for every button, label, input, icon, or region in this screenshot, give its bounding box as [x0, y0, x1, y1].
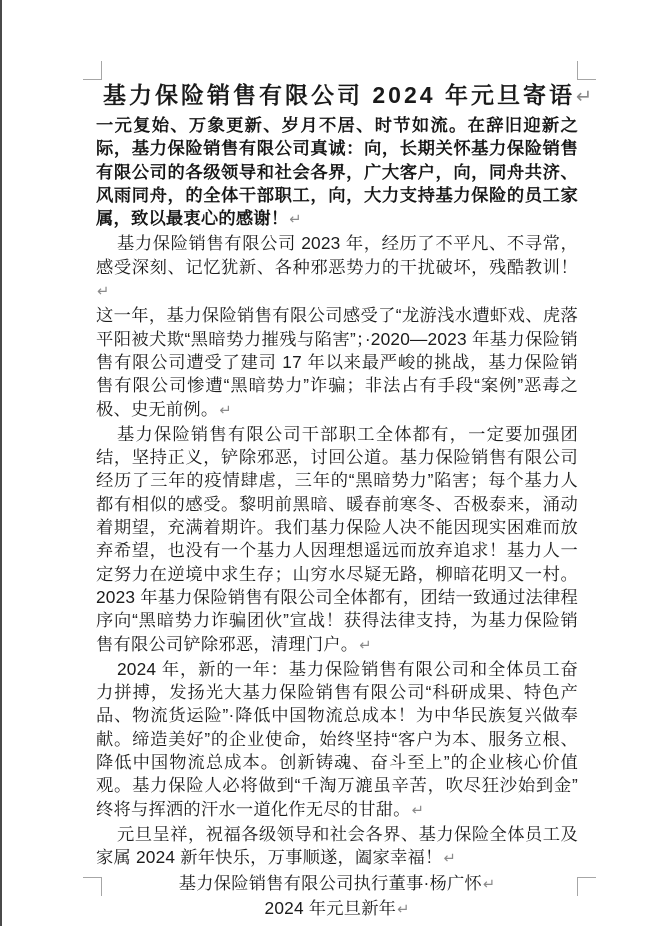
- paragraph-text: 这一年，基力保险销售有限公司感受了“龙游浅水遭虾戏、虎落平阳被犬欺“黑暗势力摧残与陷害”；·2020—2023 年基力保险销售有限公司遭受了建司 17 年以来最严峻的挑战，基力保险销售有限公司惨遭“黑暗势力”诈骗；非法占有手段“案例”恶毒之极、史无前例。: [96, 305, 578, 419]
- paragraph-text: 一元复始、万象更新、岁月不居、时节如流。在辞旧迎新之际，基力保险销售有限公司真诚：向，长期关怀基力保险销售有限公司的各级领导和社会各界，广大客户，向，同舟共济、风雨同舟，的全体干部职工，向，大力支持基力保险的员工家属，致以最衷心的感谢！: [96, 115, 578, 229]
- paragraph-return-mark-icon: ↵: [97, 284, 110, 301]
- paragraph-cadres-unite: [96, 423, 578, 658]
- paragraph-return-mark-icon: ↵: [359, 637, 372, 654]
- date-line-text: 2024 年元旦新年: [264, 897, 397, 918]
- signature-text: 基力保险销售有限公司执行董事·杨广怀: [178, 872, 482, 893]
- paragraph-return-mark-icon: ↵: [219, 402, 232, 419]
- paragraph-greeting-intro: [96, 114, 578, 232]
- paragraph-return-mark-icon: ↵: [482, 876, 496, 893]
- paragraph-text: 元旦呈祥，祝福各级领导和社会各界、基力保险全体员工及家属 2024 新年快乐，万事顺遂，阖家幸福！: [96, 823, 578, 868]
- paragraph-text: 基力保险销售有限公司 2023 年，经历了不平凡、不寻常，感受深刻、记忆犹新、各种邪恶势力的干扰破坏，残酷教训！: [96, 233, 578, 277]
- paragraph-return-mark-icon: ↵: [289, 212, 302, 229]
- paragraph-return-mark-icon: ↵: [575, 86, 593, 108]
- window-left-edge: [0, 0, 2, 926]
- paragraph-return-mark-icon: ↵: [411, 802, 424, 819]
- paragraph-review-2023: [96, 232, 578, 304]
- paragraph-this-year: [96, 304, 578, 422]
- document-title-text: 基力保险销售有限公司 2024 年元旦寄语: [103, 82, 575, 108]
- document-title: [96, 80, 593, 112]
- paragraph-return-mark-icon: ↵: [397, 901, 410, 918]
- paragraph-text: 基力保险销售有限公司干部职工全体都有，一定要加强团结，坚持正义，铲除邪恶，讨回公道。基力保险销售有限公司经历了三年的疫情肆虐，三年的“黑暗势力”陷害；每个基力人都有相似的感受。黎明前黑暗、暖春前寒冬、否极泰来，涌动着期望，充满着期许。我们基力保险人决不能因现实困难而放弃希望，也没有一个基力人因理想遥远而放弃追求！基力人一定努力在逆境中求生存；山穷水尽疑无路，柳暗花明又一村。2023 年基力保险销售有限公司全体都有，团结一致通过法律程序向“黑暗势力诈骗团伙”宣战！获得法律支持，为基力保险销售有限公司铲除邪恶，清理门户。: [96, 423, 578, 654]
- text-boundary-mark-top-right: [577, 61, 596, 80]
- paragraph-text: 2024 年，新的一年：基力保险销售有限公司和全体员工奋力拼搏，发扬光大基力保险销售有限公司“科研成果、特色产品、物流货运险”·降低中国物流总成本！为中华民族复兴做奉献。缔造美好”的企业使命，始终坚持“客户为本、服务立根、降低中国物流总成本。创新铸魂、奋斗至上”的企业核心价值观。基力保险人必将做到“千淘万漉虽辛苦，吹尽狂沙始到金”终将与挥洒的汗水一道化作无尽的甘甜。: [96, 658, 578, 819]
- text-boundary-mark-bottom-right: [577, 877, 596, 896]
- paragraph-date-line: [96, 897, 578, 922]
- paragraph-blessing: [96, 823, 578, 872]
- paragraph-return-mark-icon: ↵: [443, 851, 456, 868]
- document-edit-area[interactable]: [96, 80, 593, 922]
- paragraph-outlook-2024: [96, 658, 578, 823]
- text-boundary-mark-top-left: [83, 61, 102, 80]
- paragraph-signature: [96, 872, 578, 897]
